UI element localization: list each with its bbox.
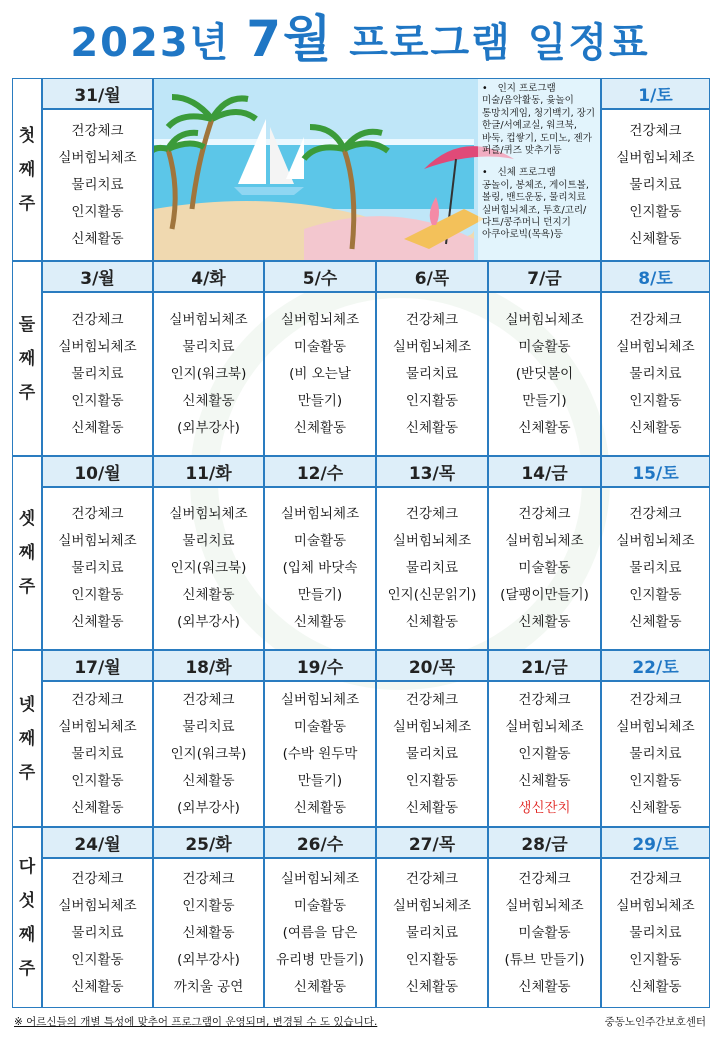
activity-item: 인지활동 (71, 587, 124, 603)
day-activities (488, 487, 601, 650)
day-activities (376, 858, 488, 1008)
activity-item: 실버힘뇌체조 (58, 897, 137, 914)
activity-item: 실버힘뇌체조 (392, 533, 472, 549)
activity-item: 건강체크 (629, 311, 682, 328)
activity-item: 실버힘뇌체조 (169, 311, 248, 328)
activity-item: (달팽이만들기) (500, 587, 589, 603)
activity-item: 인지활동 (405, 951, 459, 968)
week-label-char: 주 (18, 577, 36, 597)
day-activities (264, 487, 376, 650)
summer-beach-illustration (153, 78, 601, 261)
activity-item: 실버힘뇌체조 (616, 149, 695, 166)
activity-item: 인지활동 (71, 951, 124, 968)
activity-item: 건강체크 (405, 870, 459, 887)
week-label-char: 셋 (18, 509, 36, 529)
day-activities (42, 681, 153, 827)
day-header: 4/화 (153, 261, 264, 292)
activity-item: 만들기) (297, 772, 343, 789)
activity-item: 실버힘뇌체조 (505, 533, 584, 549)
activity-item: 미술활동 (518, 924, 571, 941)
week-label-char: 주 (18, 762, 36, 783)
activity-item: 신체활동 (71, 614, 124, 630)
activity-item: 실버힘뇌체조 (392, 897, 472, 914)
activity-item: 물리치료 (71, 745, 124, 762)
activity-item: 신체활동 (629, 614, 682, 630)
activity-item: 미술활동 (293, 718, 347, 735)
activity-item: 인지(신문읽기) (387, 587, 477, 603)
day-header: 17/월 (42, 650, 153, 681)
activity-item: 인지활동 (405, 772, 459, 789)
activity-item: 건강체크 (71, 122, 124, 139)
day-header: 29/토 (601, 827, 710, 858)
activity-item: 신체활동 (182, 772, 235, 789)
day-header: 5/수 (264, 261, 376, 292)
activity-item: 건강체크 (629, 122, 682, 139)
activity-item: 만들기) (297, 587, 343, 603)
activity-item: 미술활동 (518, 560, 571, 576)
activity-item: 물리치료 (629, 560, 682, 576)
day-header: 20/목 (376, 650, 488, 681)
activity-item: 물리치료 (629, 745, 682, 762)
activity-item: 신체활동 (293, 419, 347, 436)
activity-item: 신체활동 (293, 799, 347, 816)
day-activities (601, 858, 710, 1008)
week-label-char: 째 (18, 728, 36, 749)
activity-item: 물리치료 (629, 176, 682, 193)
day-activities (601, 487, 710, 650)
day-header: 1/토 (601, 78, 710, 109)
activity-item: 물리치료 (182, 718, 235, 735)
activity-item: 실버힘뇌체조 (280, 691, 360, 708)
activity-item: 실버힘뇌체조 (505, 311, 584, 328)
activity-item: 신체활동 (518, 978, 571, 995)
activity-item: 실버힘뇌체조 (616, 533, 695, 549)
activity-item: 건강체크 (71, 870, 124, 887)
activity-item: 신체활동 (518, 419, 571, 436)
activity-item: 신체활동 (71, 978, 124, 995)
activity-item: 신체활동 (71, 230, 124, 247)
day-activities (42, 858, 153, 1008)
activity-item: 실버힘뇌체조 (58, 533, 137, 549)
week-label (12, 261, 42, 456)
physical-program-heading: • 신체 프로그램 (482, 167, 598, 179)
day-header: 24/월 (42, 827, 153, 858)
activity-item: 실버힘뇌체조 (280, 311, 360, 328)
day-activities (153, 487, 264, 650)
day-header: 22/토 (601, 650, 710, 681)
activity-item: 생신잔치 (518, 799, 571, 816)
activity-item: 인지활동 (71, 772, 124, 789)
activity-item: 실버힘뇌체조 (505, 897, 584, 914)
day-activities (42, 292, 153, 456)
activity-item: 신체활동 (405, 614, 459, 630)
activity-item: 물리치료 (405, 745, 459, 762)
day-header: 25/화 (153, 827, 264, 858)
week-label-char: 주 (18, 958, 36, 979)
activity-item: 실버힘뇌체조 (280, 870, 360, 887)
activity-item: 건강체크 (71, 506, 124, 522)
day-activities (264, 292, 376, 456)
schedule-table (12, 78, 710, 1008)
activity-item: 인지활동 (629, 951, 682, 968)
day-header: 3/월 (42, 261, 153, 292)
activity-item: 건강체크 (518, 506, 571, 522)
activity-item: 실버힘뇌체조 (392, 718, 472, 735)
day-header: 14/금 (488, 456, 601, 487)
activity-item: 인지활동 (405, 392, 459, 409)
activity-item: 실버힘뇌체조 (169, 506, 248, 522)
activity-item: 건강체크 (182, 870, 235, 887)
activity-item: (외부강사) (177, 799, 240, 816)
day-header: 10/월 (42, 456, 153, 487)
activity-item: 건강체크 (405, 691, 459, 708)
activity-item: 물리치료 (629, 365, 682, 382)
activity-item: 인지활동 (629, 587, 682, 603)
activity-item: 실버힘뇌체조 (58, 338, 137, 355)
week-label (12, 827, 42, 1008)
activity-item: 신체활동 (182, 587, 235, 603)
physical-program-list: 공놀이, 봉체조, 게이트볼, 볼링, 밴드운동, 물리치료 실버힘뇌체조, 투호/고리/다트/콩주머니 던지기 아쿠아로빅(목욕)등 (482, 179, 589, 241)
activity-item: 신체활동 (518, 772, 571, 789)
activity-item: 신체활동 (629, 230, 682, 247)
activity-item: 인지활동 (182, 897, 235, 914)
activity-item: 실버힘뇌체조 (280, 506, 360, 522)
activity-item: 까치울 공연 (173, 978, 244, 995)
day-activities (376, 681, 488, 827)
activity-item: 건강체크 (629, 691, 682, 708)
activity-item: 물리치료 (405, 365, 459, 382)
spacer (482, 157, 598, 167)
activity-item: 인지활동 (71, 392, 124, 409)
day-header: 31/월 (42, 78, 153, 109)
week-label-char: 째 (18, 543, 36, 563)
activity-item: 신체활동 (405, 799, 459, 816)
activity-item: 인지활동 (629, 772, 682, 789)
activity-item: 물리치료 (182, 533, 235, 549)
activity-item: (외부강사) (177, 419, 240, 436)
week-label-char: 째 (18, 348, 36, 369)
activity-item: 인지활동 (629, 392, 682, 409)
activity-item: 건강체크 (629, 506, 682, 522)
week-label (12, 456, 42, 650)
week-label-char: 째 (18, 159, 36, 180)
day-header: 19/수 (264, 650, 376, 681)
activity-item: 인지(워크북) (170, 745, 247, 762)
week-label-char: 주 (18, 382, 36, 403)
activity-item: 물리치료 (405, 560, 459, 576)
activity-item: 실버힘뇌체조 (505, 718, 584, 735)
day-header: 15/토 (601, 456, 710, 487)
day-activities (264, 858, 376, 1008)
week-label-char: 주 (18, 193, 36, 214)
activity-item: 신체활동 (182, 924, 235, 941)
day-activities (601, 292, 710, 456)
activity-item: (비 오는날 (289, 365, 351, 382)
day-header: 11/화 (153, 456, 264, 487)
activity-item: 인지(워크북) (170, 560, 247, 576)
day-header: 18/화 (153, 650, 264, 681)
day-activities (601, 109, 710, 261)
week-label-char: 째 (18, 924, 36, 945)
week-label-char: 첫 (18, 125, 36, 146)
activity-item: 신체활동 (293, 978, 347, 995)
activity-item: 실버힘뇌체조 (616, 897, 695, 914)
activity-item: (반딧불이 (515, 365, 574, 382)
activity-item: 건강체크 (71, 311, 124, 328)
activity-item: 신체활동 (182, 392, 235, 409)
activity-item: 실버힘뇌체조 (392, 338, 472, 355)
page-title (0, 4, 720, 78)
week-label-char: 넷 (18, 694, 36, 715)
activity-item: 물리치료 (71, 176, 124, 193)
activity-item: 신체활동 (405, 978, 459, 995)
day-activities (488, 292, 601, 456)
activity-item: 건강체크 (405, 506, 459, 522)
activity-item: (입체 바닷속 (282, 560, 358, 576)
day-header: 26/수 (264, 827, 376, 858)
activity-item: 건강체크 (405, 311, 459, 328)
activity-item: (외부강사) (177, 614, 240, 630)
week-label-char: 둘 (18, 314, 36, 335)
day-activities (153, 681, 264, 827)
activity-item: 미술활동 (518, 338, 571, 355)
activity-item: 물리치료 (71, 560, 124, 576)
activity-item: 신체활동 (405, 419, 459, 436)
activity-item: 만들기) (297, 392, 343, 409)
day-header: 27/목 (376, 827, 488, 858)
day-header: 12/수 (264, 456, 376, 487)
activity-item: 물리치료 (71, 924, 124, 941)
day-header: 7/금 (488, 261, 601, 292)
activity-item: 신체활동 (629, 978, 682, 995)
week-label (12, 650, 42, 827)
day-activities (264, 681, 376, 827)
activity-item: 신체활동 (518, 614, 571, 630)
activity-item: (외부강사) (177, 951, 240, 968)
day-activities (153, 858, 264, 1008)
activity-item: 건강체크 (182, 691, 235, 708)
activity-item: 인지활동 (71, 203, 124, 220)
activity-item: 유리병 만들기) (276, 951, 364, 968)
title-year: 2023년 (70, 20, 247, 66)
activity-item: (튜브 만들기) (504, 951, 585, 968)
day-activities (488, 858, 601, 1008)
activity-item: 인지(워크북) (170, 365, 247, 382)
program-info-text (478, 79, 601, 261)
day-activities (42, 487, 153, 650)
activity-item: 미술활동 (293, 338, 347, 355)
activity-item: 물리치료 (405, 924, 459, 941)
week-label-char: 다 (18, 856, 36, 877)
day-header: 13/목 (376, 456, 488, 487)
activity-item: 실버힘뇌체조 (58, 718, 137, 735)
day-header: 21/금 (488, 650, 601, 681)
day-activities (153, 292, 264, 456)
activity-item: 건강체크 (629, 870, 682, 887)
cognitive-program-heading: • 인지 프로그램 (482, 83, 598, 95)
activity-item: 건강체크 (71, 691, 124, 708)
day-header: 28/금 (488, 827, 601, 858)
activity-item: 신체활동 (629, 799, 682, 816)
activity-item: 미술활동 (293, 533, 347, 549)
day-activities (376, 487, 488, 650)
title-month: 7월 (246, 10, 334, 68)
activity-item: 실버힘뇌체조 (616, 338, 695, 355)
day-header: 8/토 (601, 261, 710, 292)
activity-item: 미술활동 (293, 897, 347, 914)
day-activities (376, 292, 488, 456)
day-header: 6/목 (376, 261, 488, 292)
cognitive-program-list: 미술/음악활동, 윷놀이 통망치게임, 청기백기, 장기 한글/서예교실, 워크북, 바둑, 컵쌓기, 도미노, 젠가 퍼즐/퀴즈 맞추기등 (482, 95, 596, 157)
activity-item: 신체활동 (629, 419, 682, 436)
activity-item: 신체활동 (71, 419, 124, 436)
week-label (12, 78, 42, 261)
activity-item: 실버힘뇌체조 (58, 149, 137, 166)
day-activities (601, 681, 710, 827)
week-label-char: 섯 (18, 890, 36, 911)
activity-item: 물리치료 (182, 338, 235, 355)
activity-item: 건강체크 (518, 691, 571, 708)
day-activities (42, 109, 153, 261)
activity-item: 물리치료 (629, 924, 682, 941)
footer-note: ※ 어르신들의 개별 특성에 맞추어 프로그램이 운영되며, 변경될 수 도 있습니다. (14, 1016, 378, 1028)
activity-item: 인지활동 (629, 203, 682, 220)
title-rest: 프로그램 일정표 (333, 20, 650, 66)
activity-item: 인지활동 (518, 745, 571, 762)
activity-item: 실버힘뇌체조 (616, 718, 695, 735)
center-name: 중동노인주간보호센터 (604, 1016, 706, 1028)
day-activities (488, 681, 601, 827)
activity-item: 만들기) (522, 392, 567, 409)
activity-item: 신체활동 (71, 799, 124, 816)
activity-item: 신체활동 (293, 614, 347, 630)
activity-item: 물리치료 (71, 365, 124, 382)
activity-item: 건강체크 (518, 870, 571, 887)
activity-item: (수박 원두막 (282, 745, 358, 762)
activity-item: (여름을 담은 (282, 924, 358, 941)
